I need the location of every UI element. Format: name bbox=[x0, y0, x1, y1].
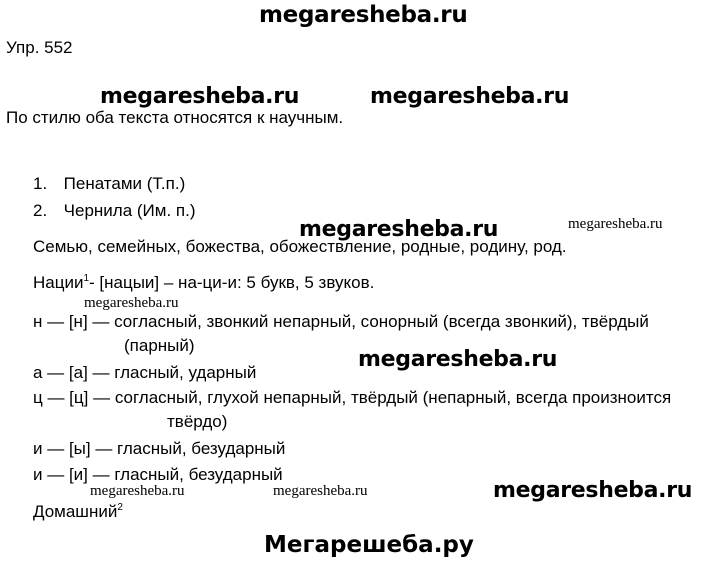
watermark: megaresheba.ru bbox=[568, 216, 663, 232]
analysis-word: Нации bbox=[33, 273, 84, 292]
last-word-text: Домашний bbox=[33, 502, 118, 521]
watermark: megaresheba.ru bbox=[100, 84, 300, 109]
phonetic-line-continued: твёрдо) bbox=[167, 412, 228, 431]
analysis-footnote: 1 bbox=[83, 273, 90, 284]
watermark: megaresheba.ru bbox=[90, 483, 185, 499]
last-word-footnote: 2 bbox=[117, 502, 123, 513]
style-paragraph: По стилю оба текста относятся к научным. bbox=[6, 108, 344, 127]
list-text: Пенатами (Т.п.) bbox=[63, 174, 186, 193]
list-number: 2. bbox=[33, 201, 48, 220]
watermark: megaresheba.ru bbox=[370, 84, 570, 109]
list-item bbox=[33, 201, 195, 221]
phonetic-line: а — [а] — гласный, ударный bbox=[33, 363, 257, 382]
related-words: Семью, семейных, божества, обожествление, родные, родину, род. bbox=[33, 237, 567, 256]
watermark: megaresheba.ru bbox=[493, 478, 693, 503]
phonetic-line: ц — [ц] — согласный, глухой непарный, твёрдый (непарный, всегда произноится bbox=[33, 388, 672, 407]
exercise-label: Упр. 552 bbox=[6, 38, 73, 57]
watermark: megaresheba.ru bbox=[299, 217, 499, 242]
word-analysis bbox=[33, 273, 374, 293]
phonetic-line: и — [и] — гласный, безударный bbox=[33, 465, 283, 484]
watermark: megaresheba.ru bbox=[273, 483, 368, 499]
phonetic-line: н — [н] — согласный, звонкий непарный, сонорный (всегда звонкий), твёрдый bbox=[33, 312, 649, 331]
footer-title: Мегарешеба.ру bbox=[264, 532, 474, 558]
analysis-rest: - [нацыи] – на-ци-и: 5 букв, 5 звуков. bbox=[89, 273, 375, 292]
phonetic-line: и — [ы] — гласный, безударный bbox=[33, 439, 286, 458]
phonetic-line-continued: (парный) bbox=[124, 336, 195, 355]
last-word bbox=[33, 502, 123, 522]
watermark: megaresheba.ru bbox=[358, 347, 558, 372]
list-number: 1. bbox=[33, 174, 48, 193]
watermark: megaresheba.ru bbox=[84, 295, 179, 311]
site-header: megaresheba.ru bbox=[259, 2, 468, 28]
list-text: Чернила (Им. п.) bbox=[63, 201, 196, 220]
list-item bbox=[33, 174, 185, 194]
